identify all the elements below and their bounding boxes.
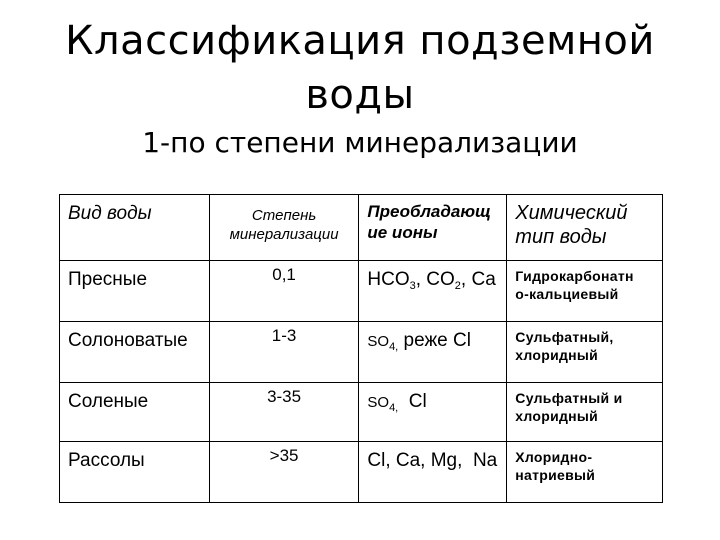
cell-degree: 1-3 [209,322,359,383]
chemical-type-line: Сульфатный и [515,390,623,406]
title-line-1: Классификация подземной [65,18,655,64]
chemical-type-line: хлоридный [515,408,599,424]
ion-fragment: HCO [367,269,410,290]
header-chemical-type [507,195,663,261]
ion-fragment: Cl, Ca, Mg, Na [367,450,498,471]
table-row [60,261,663,322]
header-chemical-type-line-1: Химический [515,202,628,224]
chemical-type-line: натриевый [515,467,596,483]
cell-ions [359,383,507,442]
cell-chemical-type [507,442,663,503]
table-row [60,383,663,442]
title-line-2: воды [305,72,415,118]
ion-fragment: 4, [389,341,399,353]
chemical-type-line: о-кальциевый [515,286,619,302]
ion-fragment: , Ca [460,269,496,290]
cell-ions [359,322,507,383]
ion-fragment: реже Cl [398,330,471,351]
subtitle: 1-по степени минерализации [142,126,578,159]
header-ions-line-2: ие ионы [367,223,438,242]
table-row [60,322,663,383]
cell-water-type: Рассолы [60,442,210,503]
header-water-type: Вид воды [60,195,210,261]
header-mineralization [209,195,359,261]
cell-water-type: Пресные [60,261,210,322]
table-row [60,442,663,503]
header-chemical-type-line-2: тип воды [515,226,607,248]
chemical-type-line: Гидрокарбонатн [515,268,634,284]
chemical-type-line: Хлоридно- [515,449,593,465]
cell-degree: 0,1 [209,261,359,322]
header-mineralization-line-1: Степень [251,207,317,224]
cell-chemical-type [507,261,663,322]
chemical-type-line: Сульфатный, [515,329,614,345]
cell-chemical-type [507,383,663,442]
cell-chemical-type [507,322,663,383]
chemical-type-line: хлоридный [515,347,599,363]
ion-fragment: 3 [409,280,416,292]
ion-fragment: 2 [454,280,461,292]
cell-water-type: Солоноватые [60,322,210,383]
cell-ions [359,261,507,322]
ion-fragment: Cl [398,391,427,412]
header-ions [359,195,507,261]
cell-ions [359,442,507,503]
header-mineralization-line-2: минерализации [229,226,339,243]
cell-degree: 3-35 [209,383,359,442]
classification-table [59,194,663,503]
header-ions-line-1: Преобладающ [367,202,491,221]
cell-degree: >35 [209,442,359,503]
ion-fragment: SO [367,394,390,411]
table-header-row [60,195,663,261]
page-title [0,14,720,122]
cell-water-type: Соленые [60,383,210,442]
ion-fragment: 4, [389,402,399,414]
ion-fragment: SO [367,333,390,350]
ion-fragment: , CO [415,269,455,290]
